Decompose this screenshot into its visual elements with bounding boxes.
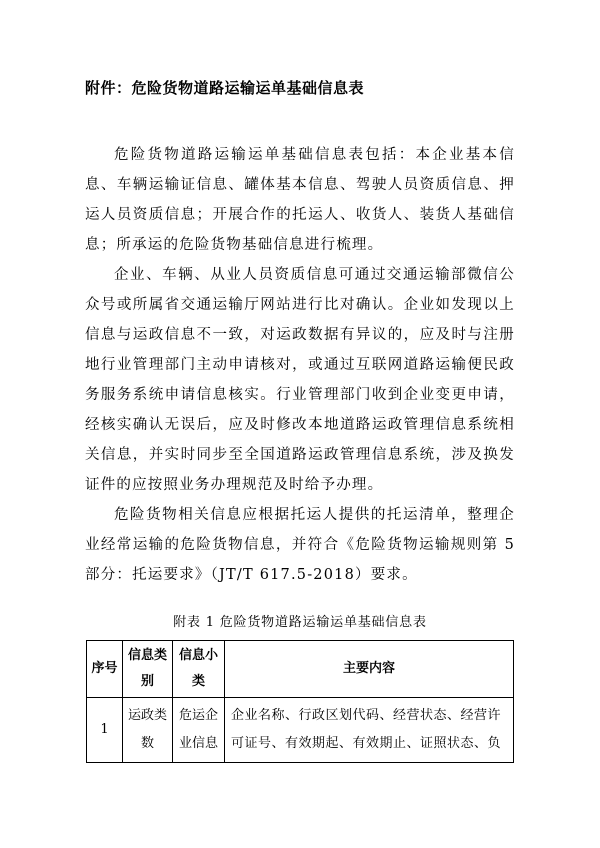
header-subcategory: 信息小类 <box>173 641 225 698</box>
info-table <box>86 640 514 763</box>
body-text <box>85 140 515 590</box>
header-category: 信息类别 <box>123 641 173 698</box>
paragraph: 危险货物道路运输运单基础信息表包括：本企业基本信息、车辆运输证信息、罐体基本信息、驾驶人员资质信息、押运人员资质信息；开展合作的托运人、收货人、装货人基础信息；所承运的危险货物基础信息进行梳理。 <box>85 147 515 253</box>
paragraph: 企业、车辆、从业人员资质信息可通过交通运输部微信公众号或所属省交通运输厅网站进行比对确认。企业如发现以上信息与运政信息不一致，对运政数据有异议的，应及时与注册地行业管理部门主动申请核对，或通过互联网道路运输便民政务服务系统申请信息核实。行业管理部门收到企业变更申请，经核实确认无误后，应及时修改本地道路运政管理信息系统相关信息，并实时同步至全国道路运政管理信息系统，涉及换发证件的应按照业务办理规范及时给予办理。 <box>85 267 515 493</box>
cell-content: 企业名称、行政区划代码、经营状态、经营许可证号、有效期起、有效期止、证照状态、负 <box>225 698 514 763</box>
cell-category: 运政类数 <box>123 698 173 763</box>
cell-no: 1 <box>87 698 123 763</box>
paragraph: 危险货物相关信息应根据托运人提供的托运清单，整理企业经常运输的危险货物信息，并符合《危险货物运输规则第 5 部分：托运要求》（JT/T 617.5-2018）要求。 <box>85 507 515 583</box>
table-header-row <box>87 641 514 698</box>
attachment-title: 附件：危险货物道路运输运单基础信息表 <box>85 79 365 97</box>
header-content: 主要内容 <box>225 641 514 698</box>
table-caption: 附表 1 危险货物道路运输运单基础信息表 <box>173 615 427 630</box>
page-bottom-mask <box>86 768 516 848</box>
header-no: 序号 <box>87 641 123 698</box>
cell-subcategory: 危运企业信息 <box>173 698 225 763</box>
table-row <box>87 698 514 763</box>
